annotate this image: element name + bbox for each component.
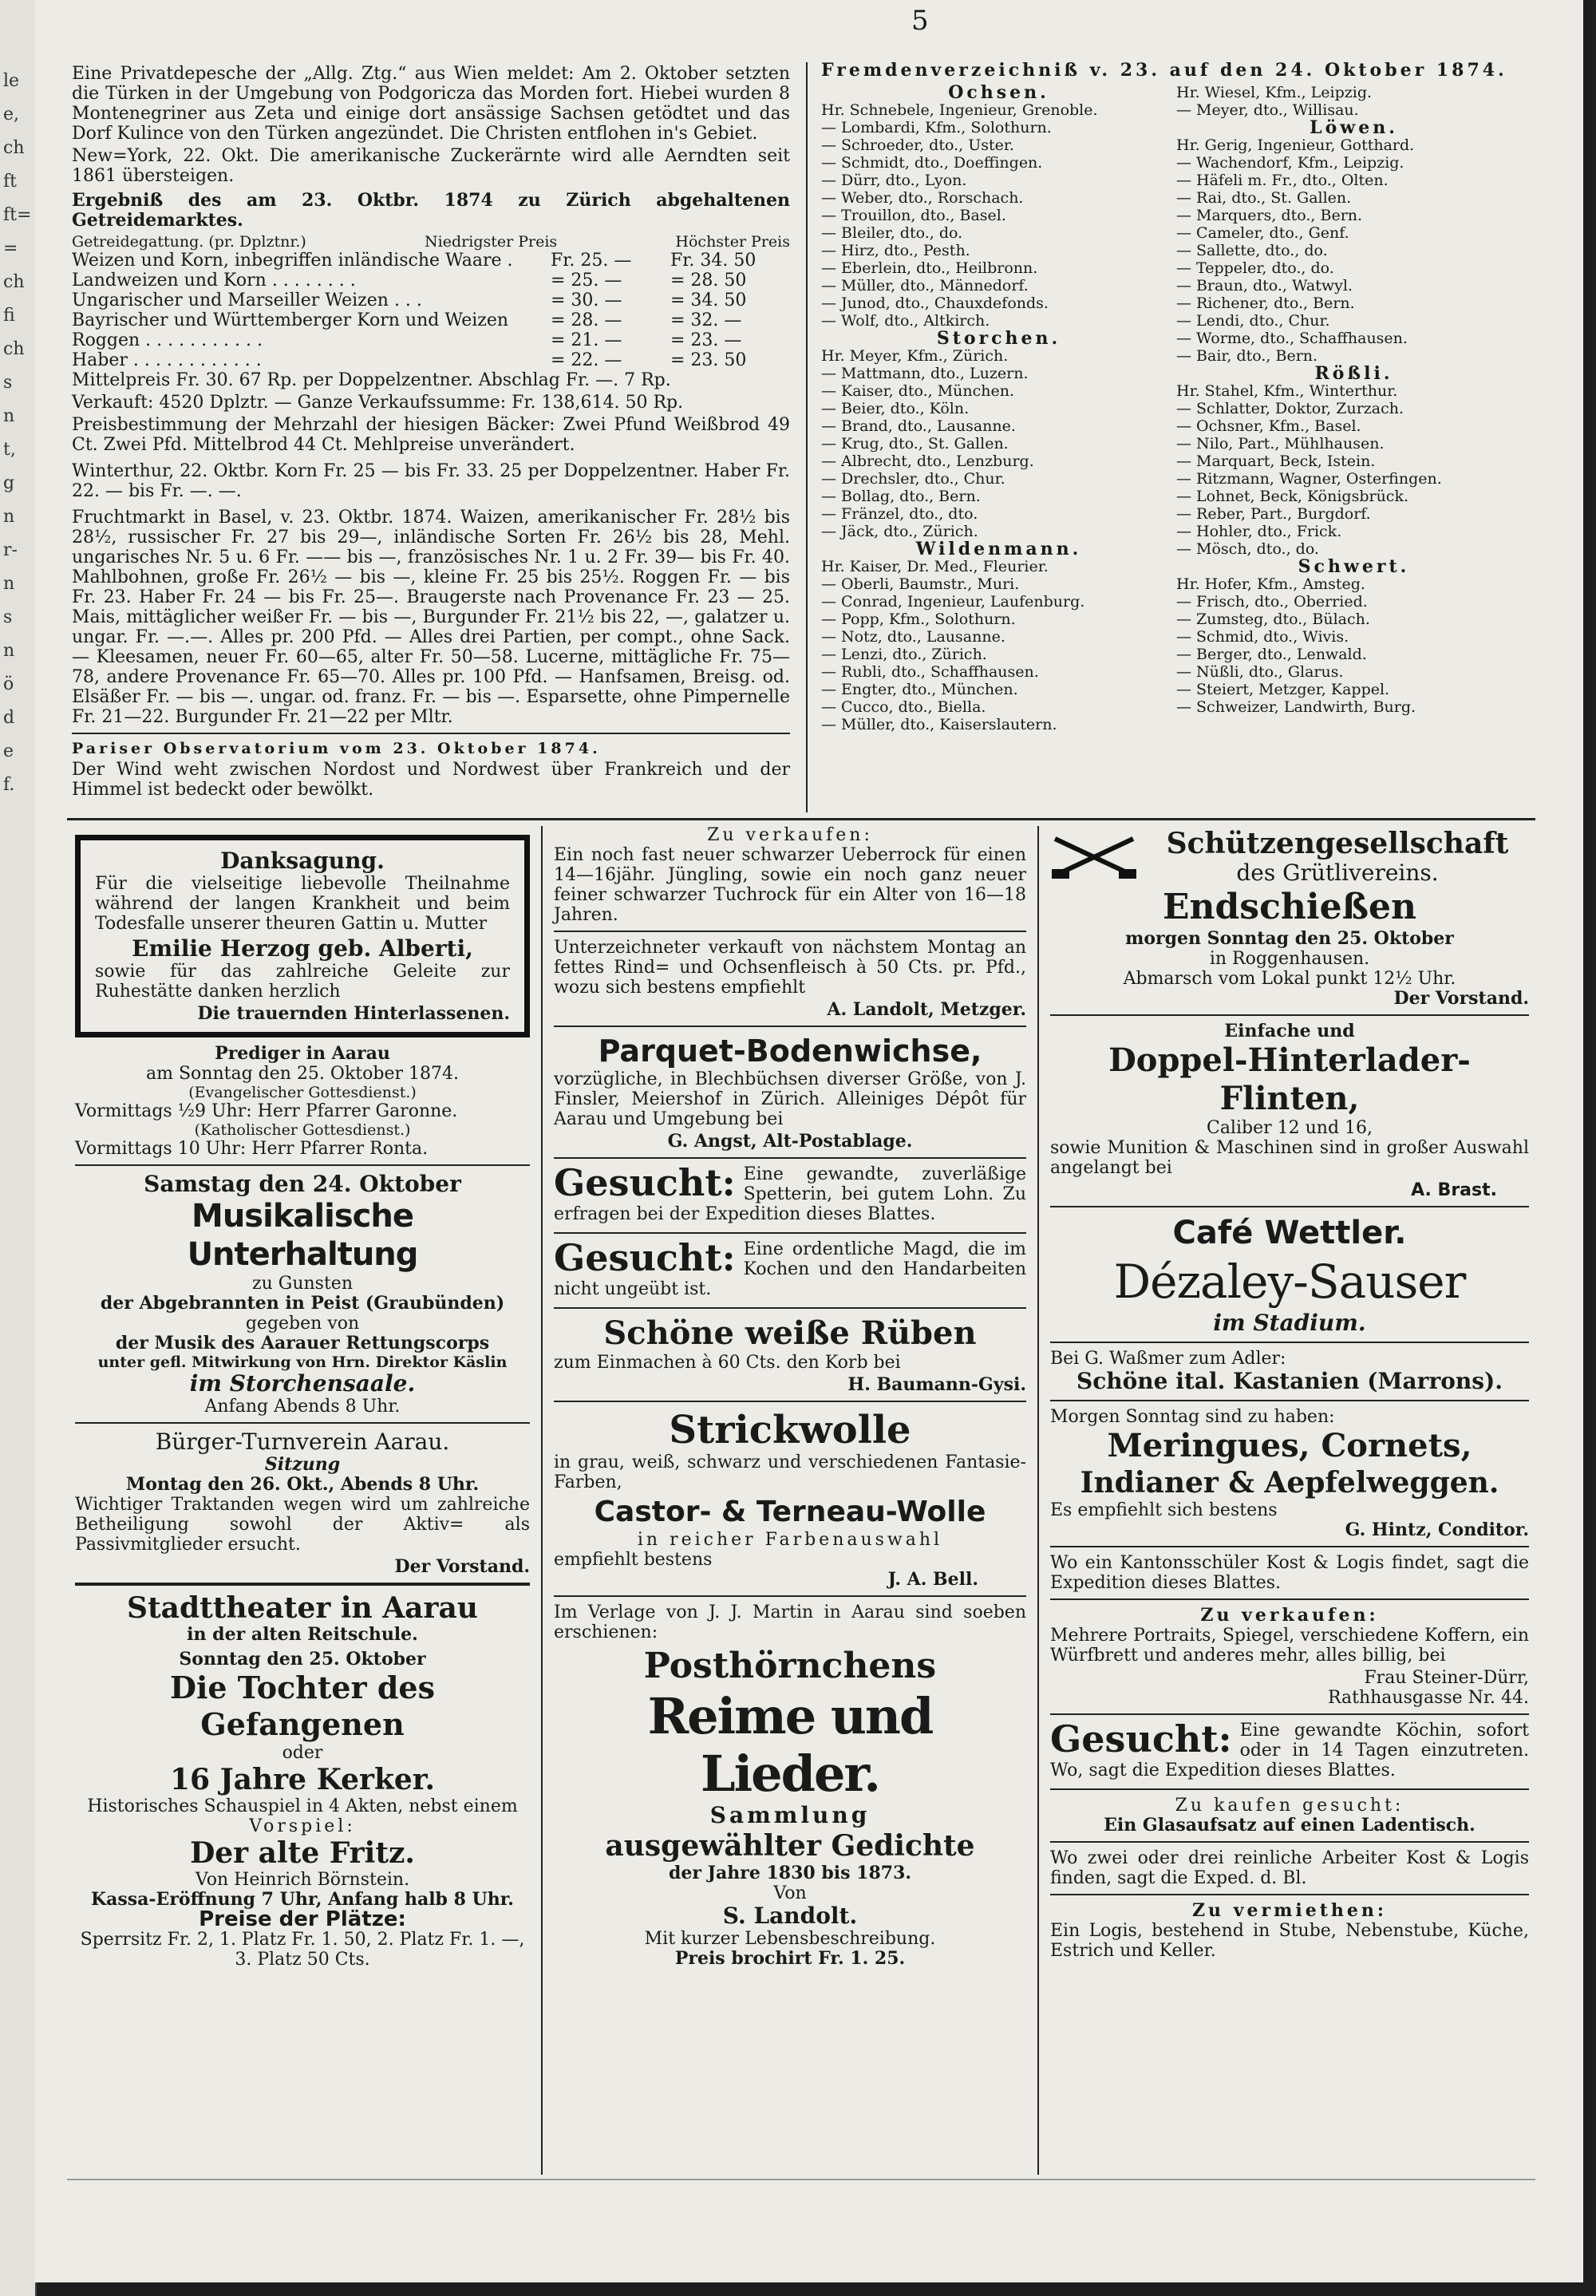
guest-entry: — Jäck, dto., Zürich.	[821, 523, 978, 540]
concert-line: gegeben von	[245, 1314, 360, 1334]
divider	[1050, 1342, 1529, 1343]
market-cell-grain: Haber . . . . . . . . . . . .	[72, 350, 262, 370]
book-sub: Sammlung	[709, 1802, 871, 1828]
market-cell-grain: Ungarischer und Marseiller Weizen . . .	[72, 290, 422, 310]
market-cell-min: = 22. —	[551, 350, 622, 370]
guest-entry: — Müller, dto., Männedorf.	[821, 277, 1029, 294]
strip-fragment: e	[3, 741, 14, 761]
sermon-label: (Evangelischer Gottesdienst.)	[188, 1084, 417, 1101]
divider	[72, 733, 790, 734]
observatory-title: Pariser Observatorium vom 23. Oktober 1874.	[72, 740, 601, 757]
divider	[1050, 1788, 1529, 1790]
guest-entry: — Worme, dto., Schaffhausen.	[1176, 330, 1408, 347]
guest-entry: — Häfeli m. Fr., dto., Olten.	[1176, 172, 1389, 189]
guest-entry: — Lenzi, dto., Zürich.	[821, 646, 987, 663]
wanted-heading: Gesucht:	[554, 1161, 736, 1204]
sauser-place: im Stadium.	[1213, 1310, 1366, 1336]
board-text: Wo ein Kantonsschüler Kost & Logis findet, sagt die Expedition dieses Blattes.	[1050, 1553, 1529, 1593]
section-divider	[67, 818, 1535, 820]
meat-text: Unterzeichneter verkauft von nächstem Montag an fettes Rind= und Ochsenfleisch à 50 Cts. pr. Pfd., wozu sich bestens empfiehlt	[554, 938, 1026, 998]
guest-entry: Hr. Wiesel, Kfm., Leipzig.	[1176, 84, 1373, 101]
page-number: 5	[911, 5, 929, 37]
parquet-title: Parquet-Bodenwichse,	[598, 1033, 982, 1069]
book-sub-2: ausgewählter Gedichte	[605, 1829, 975, 1863]
shooting-club-sub: des Grütlivereins.	[1236, 860, 1439, 886]
divider	[1050, 1014, 1529, 1016]
shooting-event: Endschießen	[1163, 887, 1416, 927]
guest-entry: — Trouillon, dto., Basel.	[821, 207, 1006, 224]
chestnut-pre: Bei G. Waßmer zum Adler:	[1050, 1349, 1286, 1369]
guest-entry: — Müller, dto., Kaiserslautern.	[821, 716, 1057, 733]
turnips-text: zum Einmachen à 60 Cts. den Korb bei	[554, 1353, 901, 1373]
divider	[1050, 1841, 1529, 1843]
observatory-text: Der Wind weht zwischen Nordost und Nordwest über Frankreich und der Himmel ist bedeckt oder bewölkt.	[72, 760, 790, 800]
market-row	[72, 271, 790, 290]
concert-line: der Musik des Aarauer Rettungscorps	[115, 1333, 490, 1353]
theatre-play-2: 16 Jahre Kerker.	[170, 1763, 435, 1796]
guest-entry: — Bleiler, dto., do.	[821, 224, 963, 242]
guest-entry: Hr. Stahel, Kfm., Winterthur.	[1176, 382, 1398, 400]
guest-entry: — Fränzel, dto., dto.	[821, 505, 978, 523]
turnverein-signature: Der Vorstand.	[394, 1556, 530, 1577]
castor-signature: J. A. Bell.	[887, 1569, 978, 1590]
strip-fragment: g	[3, 473, 15, 493]
sermon-title: Prediger in Aarau	[215, 1043, 390, 1064]
market-row	[72, 310, 790, 330]
bottom-rule	[67, 2179, 1535, 2180]
divider	[75, 1583, 530, 1586]
strip-fragment: ch	[3, 138, 25, 158]
cafe-name: Café Wettler.	[1172, 1215, 1407, 1251]
turnverein-sub: Sitzung	[264, 1454, 341, 1475]
guest-entry: — Wolf, dto., Altkirch.	[821, 312, 990, 330]
guest-entry: — Albrecht, dto., Lenzburg.	[821, 452, 1034, 470]
guest-entry: — Schroeder, dto., Uster.	[821, 136, 1014, 154]
castor-text: in reicher Farbenauswahl	[637, 1530, 943, 1550]
market-cell-grain: Bayrischer und Württemberger Korn und Weizen	[72, 310, 509, 330]
divider	[1050, 1546, 1529, 1547]
guest-entry: — Schmid, dto., Wivis.	[1176, 628, 1349, 646]
adjacent-page-strip	[0, 0, 37, 2296]
guest-entry: — Notz, dto., Lausanne.	[821, 628, 1005, 646]
thanks-signature: Die trauernden Hinterlassenen.	[197, 1003, 510, 1024]
news-paragraph: Fruchtmarkt in Basel, v. 23. Oktbr. 1874. Waizen, amerikanischer Fr. 28½ bis 28½, russischer Fr. 27 bis 29—, inländische Sorten Fr. 26½ bis 28, Mehl. ungarisches Nr. 5 u. 6 Fr. —— bis —, französisches Nr. 1 u. 2 Fr. 39— bis Fr. 40. Mahlbohnen, große Fr. 26½ — bis —, kleine Fr. 25 bis 25½. Roggen Fr. — bis Fr. 23. Haber Fr. 24 — bis Fr. 25—. Braugerste nach Provenance Fr. 23 — 25. Mais, mittäglicher weißer Fr. — bis —, Burgunder Fr. 21½ bis 22, —, galatzer u. ungar. Fr. —.—. Alles pr. 200 Pfd. — Alles drei Partien, per compt., ohne Sack. — Kleesamen, neuer Fr. 60—65, alter Fr. 50—58. Lucerne, mittägliche Fr. 75—78, andere Provenance Fr. 65—70. Alles pr. 100 Pfd. — Hanfsamen, Breisg. od. Elsäßer Fr. — bis —. ungar. od. franz. Fr. — bis —. Esparsette, ohne Pimpernelle Fr. 21—22. Burgunder Fr. 21—22 per Mltr.	[72, 508, 790, 727]
thanks-notice	[75, 835, 530, 1037]
theatre-play: Die Tochter des Gefangenen	[170, 1670, 435, 1742]
turnverein-title: Bürger-Turnverein Aarau.	[155, 1429, 450, 1455]
guest-entry: — Brand, dto., Lausanne.	[821, 417, 1016, 435]
market-cell-max: = 23. —	[670, 330, 742, 350]
guest-register	[821, 61, 1531, 733]
guest-entry: — Lendi, dto., Chur.	[1176, 312, 1330, 330]
pastry-signature: G. Hintz, Conditor.	[1345, 1519, 1529, 1540]
guest-entry: — Zumsteg, dto., Bülach.	[1176, 611, 1370, 628]
concert-line: der Abgebrannten in Peist (Graubünden)	[100, 1293, 505, 1314]
rent-head: Zu vermiethen:	[1192, 1900, 1387, 1921]
guest-entry: — Bair, dto., Bern.	[1176, 347, 1318, 365]
shooting-time: Abmarsch vom Lokal punkt 12½ Uhr.	[1123, 969, 1456, 989]
market-header-cell: Niedrigster Preis	[425, 233, 558, 251]
divider	[1050, 1599, 1529, 1600]
guest-entry: — Meyer, dto., Willisau.	[1176, 101, 1359, 119]
market-cell-max: Fr. 34. 50	[670, 251, 757, 271]
guest-register-title: Fremdenverzeichniß v. 23. auf den 24. Oktober 1874.	[821, 60, 1507, 81]
shooting-date: morgen Sonntag den 25. Oktober	[1125, 928, 1454, 949]
divider	[554, 1232, 1026, 1234]
sale-text: Ein noch fast neuer schwarzer Ueberrock für einen 14—16jähr. Jüngling, sowie ein noch ganz neuer feiner schwarzer Tuchrock für ein Alter von 16—18 Jahren.	[554, 845, 1026, 925]
market-cell-max: = 23. 50	[670, 350, 747, 370]
theatre-vorspiel: Vorspiel:	[249, 1816, 356, 1836]
divider	[554, 1307, 1026, 1309]
guest-entry: — Sallette, dto., do.	[1176, 242, 1328, 259]
guest-entry: — Lombardi, Kfm., Solothurn.	[821, 119, 1052, 136]
market-row	[72, 290, 790, 310]
guest-entry: — Oberli, Baumstr., Muri.	[821, 575, 1020, 593]
concert-time: Anfang Abends 8 Uhr.	[204, 1397, 401, 1417]
guest-entry: — Cameler, dto., Genf.	[1176, 224, 1349, 242]
guest-entry: Hr. Meyer, Kfm., Zürich.	[821, 347, 1009, 365]
guest-entry: — Richener, dto., Bern.	[1176, 294, 1355, 312]
guest-entry: — Bollag, dto., Bern.	[821, 488, 981, 505]
guest-list-right	[1176, 84, 1531, 733]
shooting-signature: Der Vorstand.	[1393, 988, 1529, 1009]
guest-entry: — Dürr, dto., Lyon.	[821, 172, 967, 189]
divider	[554, 1025, 1026, 1027]
ads-column-1	[75, 830, 530, 1970]
pastry-text: Es empfiehlt sich bestens	[1050, 1500, 1278, 1520]
wanted-text: Eine gewandte, zuverläßige Spetterin, bei gutem Lohn. Zu erfragen bei der Expedition dieses Blattes.	[554, 1164, 1026, 1224]
concert-line: unter gefl. Mitwirkung von Hrn. Direktor Käslin	[97, 1353, 508, 1371]
guest-entry: — Ritzmann, Wagner, Osterfingen.	[1176, 470, 1442, 488]
theatre-date: Sonntag den 25. Oktober	[179, 1649, 426, 1670]
concert-title: Musikalische Unterhaltung	[187, 1198, 418, 1273]
strip-fragment: ft=	[3, 205, 32, 225]
strip-fragment: n	[3, 641, 15, 661]
divider	[1050, 1206, 1529, 1207]
strip-fragment: t,	[3, 440, 16, 460]
guns-signature: A. Brast.	[1411, 1180, 1497, 1200]
wanted-heading: Gesucht:	[1050, 1717, 1232, 1761]
wanted-text: Eine gewandte Köchin, sofort oder in 14 Tagen einzutreten. Wo, sagt die Expedition dieses Blattes.	[1050, 1721, 1529, 1780]
sermon-label: (Katholischer Gottesdienst.)	[194, 1121, 411, 1139]
news-column	[72, 64, 790, 802]
theatre-title: Stadttheater in Aarau	[127, 1591, 478, 1625]
guest-entry: — Reber, Part., Burgdorf.	[1176, 505, 1371, 523]
pastry-pre: Morgen Sonntag sind zu haben:	[1050, 1407, 1335, 1427]
ads-column-3	[1050, 827, 1529, 1963]
market-note: Verkauft: 4520 Dplztr. — Ganze Verkaufssumme: Fr. 138,614. 50 Rp.	[72, 393, 684, 413]
chestnut-title: Schöne ital. Kastanien (Marrons).	[1077, 1368, 1503, 1394]
guest-entry: — Hohler, dto., Frick.	[1176, 523, 1342, 540]
strip-fragment: fi	[3, 306, 15, 326]
castor-text-2: empfiehlt bestens	[554, 1550, 713, 1570]
concert-line: zu Gunsten	[252, 1274, 353, 1294]
guest-entry: — Nüßli, dto., Glarus.	[1176, 663, 1344, 681]
turnverein-date: Montag den 26. Okt., Abends 8 Uhr.	[125, 1474, 480, 1495]
divider	[1050, 1400, 1529, 1401]
strip-fragment: ft	[3, 172, 17, 192]
guns-line: Einfache und	[1224, 1021, 1355, 1041]
turnips-signature: H. Baumann-Gysi.	[847, 1374, 1026, 1395]
book-von: Von	[773, 1883, 807, 1903]
thanks-name: Emilie Herzog geb. Alberti,	[132, 935, 473, 962]
guest-entry: — Schmidt, dto., Doeffingen.	[821, 154, 1043, 172]
book-note: Mit kurzer Lebensbeschreibung.	[644, 1929, 936, 1949]
market-cell-grain: Roggen . . . . . . . . . . .	[72, 330, 263, 350]
buy-text: Ein Glasaufsatz auf einen Ladentisch.	[1104, 1815, 1476, 1836]
guest-entry: — Berger, dto., Lenwald.	[1176, 646, 1367, 663]
hotel-name: Wildenmann.	[915, 539, 1082, 559]
divider	[75, 1422, 530, 1424]
column-divider	[806, 62, 808, 812]
pastry-title-2: Indianer & Aepfelweggen.	[1080, 1466, 1499, 1500]
guest-entry: — Popp, Kfm., Solothurn.	[821, 611, 1016, 628]
guest-entry: — Cucco, dto., Biella.	[821, 698, 986, 716]
guest-entry: — Braun, dto., Watwyl.	[1176, 277, 1353, 294]
market-row	[72, 330, 790, 350]
divider	[1050, 1894, 1529, 1895]
sale-text: Mehrere Portraits, Spiegel, verschiedene Koffern, ein Würfbrett und anderes mehr, alles billig, bei	[1050, 1626, 1529, 1666]
sale-signature-2: Rathhausgasse Nr. 44.	[1327, 1688, 1529, 1708]
strip-fragment: e,	[3, 105, 20, 124]
market-cell-min: = 25. —	[551, 271, 622, 290]
market-note: Preisbestimmung der Mehrzahl der hiesigen Bäcker: Zwei Pfund Weißbrod 49 Ct. Zwei Pfd. Mittelbrod 44 Ct. Mehlpreise unverändert.	[72, 415, 790, 455]
market-cell-min: Fr. 25. —	[551, 251, 632, 271]
book-title: Posthörnchens	[643, 1646, 937, 1686]
guest-entry: — Conrad, Ingenieur, Laufenburg.	[821, 593, 1085, 611]
guest-entry: — Rubli, dto., Schaffhausen.	[821, 663, 1039, 681]
meat-signature: A. Landolt, Metzger.	[827, 999, 1026, 1020]
wanted-heading: Gesucht:	[554, 1236, 736, 1279]
market-header-cell: Getreidegattung. (pr. Dplztnr.)	[72, 233, 306, 251]
guest-entry: Hr. Schnebele, Ingenieur, Grenoble.	[821, 101, 1098, 119]
market-title: Ergebniß des am 23. Oktbr. 1874 zu Zürich abgehaltenen Getreidemarktes.	[72, 190, 790, 231]
strip-fragment: n	[3, 507, 15, 527]
guest-entry: — Junod, dto., Chauxdefonds.	[821, 294, 1049, 312]
guest-entry: — Hirz, dto., Pesth.	[821, 242, 970, 259]
guest-entry: — Weber, dto., Rorschach.	[821, 189, 1024, 207]
strip-fragment: =	[3, 239, 18, 259]
newspaper-page	[35, 0, 1583, 2282]
strip-fragment: n	[3, 406, 15, 426]
theatre-desc: Historisches Schauspiel in 4 Akten, nebst einem	[87, 1796, 518, 1816]
guest-entry: — Mattmann, dto., Luzern.	[821, 365, 1029, 382]
parquet-text: vorzügliche, in Blechbüchsen diverser Größe, von J. Finsler, Meiershof in Zürich. Alleiniges Dépôt für Aarau und Umgebung bei	[554, 1069, 1026, 1129]
crossed-rifles-icon	[1050, 832, 1138, 880]
news-paragraph: Eine Privatdepesche der „Allg. Ztg.“ aus Wien meldet: Am 2. Oktober setzten die Türken in der Umgebung von Podgoricza das Morden fort. Hiebei wurden 8 Montenegriner aus Zeta und einige dort ansässige Sachsen getödtet und das Dorf Kulince von den Türken angezündet. Die Christen entflohen in's Gebiet.	[72, 64, 790, 144]
strip-fragment: s	[3, 373, 13, 393]
strip-fragment: r-	[3, 540, 18, 560]
theatre-author: Von Heinrich Börnstein.	[195, 1870, 410, 1890]
rent-text: Ein Logis, bestehend in Stube, Nebenstube, Küche, Estrich und Keller.	[1050, 1921, 1529, 1961]
guns-title: Doppel-Hinterlader-Flinten,	[1108, 1041, 1471, 1117]
guest-list-left	[821, 84, 1176, 733]
market-note: Mittelpreis Fr. 30. 67 Rp. per Doppelzentner. Abschlag Fr. —. 7 Rp.	[72, 370, 671, 390]
market-cell-min: = 21. —	[551, 330, 622, 350]
theatre-oder: oder	[282, 1743, 323, 1763]
hotel-name: Rößli.	[1314, 363, 1393, 384]
guest-entry: — Steiert, Metzger, Kappel.	[1176, 681, 1390, 698]
shooting-place: in Roggenhausen.	[1209, 949, 1370, 969]
parquet-signature: G. Angst, Alt-Postablage.	[667, 1131, 913, 1152]
guest-entry: — Schlatter, Doktor, Zurzach.	[1176, 400, 1404, 417]
sermon-date: am Sonntag den 25. Oktober 1874.	[146, 1064, 459, 1084]
workers-text: Wo zwei oder drei reinliche Arbeiter Kost & Logis finden, sagt die Exped. d. Bl.	[1050, 1848, 1529, 1888]
strip-fragment: n	[3, 574, 15, 594]
guest-entry: — Marquers, dto., Bern.	[1176, 207, 1363, 224]
market-row	[72, 350, 790, 370]
theatre-sub: in der alten Reitschule.	[187, 1624, 418, 1645]
strip-fragment: le	[3, 71, 20, 91]
column-divider	[1037, 826, 1039, 2175]
turnverein-text: Wichtiger Traktanden wegen wird um zahlreiche Betheiligung sowohl der Aktiv= als Passivmitglieder ersucht.	[75, 1495, 530, 1555]
news-paragraph: Winterthur, 22. Oktbr. Korn Fr. 25 — bis Fr. 33. 25 per Doppelzentner. Haber Fr. 22. — bis Fr. —. —.	[72, 461, 790, 501]
guest-entry: — Wachendorf, Kfm., Leipzig.	[1176, 154, 1404, 172]
market-cell-grain: Landweizen und Korn . . . . . . . .	[72, 271, 356, 290]
guest-entry: — Teppeler, dto., do.	[1176, 259, 1334, 277]
strip-fragment: s	[3, 607, 13, 627]
book-title-2: Reime und Lieder.	[647, 1687, 933, 1803]
guns-line: Caliber 12 und 16,	[1206, 1118, 1373, 1138]
strip-fragment: ch	[3, 339, 25, 359]
book-years: der Jahre 1830 bis 1873.	[668, 1863, 912, 1883]
shooting-club-title: Schützengesellschaft	[1166, 827, 1509, 860]
divider	[554, 1401, 1026, 1402]
market-cell-grain: Weizen und Korn, inbegriffen inländische Waare .	[72, 251, 513, 271]
concert-date: Samstag den 24. Oktober	[144, 1171, 461, 1197]
guest-entry: — Frisch, dto., Oberried.	[1176, 593, 1368, 611]
guns-text: sowie Munition & Maschinen sind in großer Auswahl angelangt bei	[1050, 1138, 1529, 1178]
theatre-time: Kassa-Eröffnung 7 Uhr, Anfang halb 8 Uhr.	[91, 1889, 514, 1910]
ads-column-2	[554, 825, 1026, 1969]
guest-entry: — Krug, dto., St. Gallen.	[821, 435, 1009, 452]
divider	[554, 1595, 1026, 1597]
market-cell-min: = 28. —	[551, 310, 622, 330]
theatre-fritz: Der alte Fritz.	[190, 1836, 415, 1870]
hotel-name: Löwen.	[1310, 117, 1398, 138]
guest-entry: — Marquart, Beck, Istein.	[1176, 452, 1376, 470]
guest-entry: — Nilo, Part., Mühlhausen.	[1176, 435, 1385, 452]
guest-entry: — Schweizer, Landwirth, Burg.	[1176, 698, 1416, 716]
wool-title: Strickwolle	[669, 1408, 911, 1452]
guest-entry: — Rai, dto., St. Gallen.	[1176, 189, 1352, 207]
market-cell-min: = 30. —	[551, 290, 622, 310]
market-cell-max: = 34. 50	[670, 290, 747, 310]
guest-entry: — Drechsler, dto., Chur.	[821, 470, 1005, 488]
publisher-text: Im Verlage von J. J. Martin in Aarau sind soeben erschienen:	[554, 1602, 1026, 1642]
strip-fragment: f.	[3, 775, 15, 795]
sauser-title: Dézaley-Sauser	[1113, 1255, 1466, 1309]
turnips-title: Schöne weiße Rüben	[603, 1314, 977, 1352]
theatre-prices-head: Preise der Plätze:	[199, 1907, 406, 1931]
strip-fragment: ch	[3, 272, 25, 292]
guest-entry: — Mösch, dto., do.	[1176, 540, 1319, 558]
buy-head: Zu kaufen gesucht:	[1175, 1796, 1404, 1816]
thanks-text: sowie für das zahlreiche Geleite zur Ruhestätte danken herzlich	[95, 962, 510, 1002]
sermon-line: Vormittags 10 Uhr: Herr Pfarrer Ronta.	[75, 1139, 429, 1159]
divider	[554, 931, 1026, 932]
thanks-title: Danksagung.	[220, 848, 385, 874]
market-header	[72, 233, 790, 251]
thanks-text: Für die vielseitige liebevolle Theilnahme während der langen Krankheit und beim Todesfalle unserer theuren Gattin u. Mutter	[95, 874, 510, 934]
castor-title: Castor- & Terneau-Wolle	[594, 1496, 986, 1528]
guest-entry: — Beier, dto., Köln.	[821, 400, 970, 417]
wanted-text: Eine ordentliche Magd, die im Kochen und den Handarbeiten nicht ungeübt ist.	[554, 1239, 1026, 1299]
guest-entry: Hr. Gerig, Ingenieur, Gotthard.	[1176, 136, 1415, 154]
news-paragraph: New=York, 22. Okt. Die amerikanische Zuckerärnte wird alle Aerndten seit 1861 übersteigen.	[72, 146, 790, 186]
sale-signature: Frau Steiner-Dürr,	[1364, 1668, 1529, 1688]
wool-text: in grau, weiß, schwarz und verschiedenen Fantasie-Farben,	[554, 1452, 1026, 1492]
divider	[75, 1164, 530, 1166]
guest-entry: Hr. Hofer, Kfm., Amsteg.	[1176, 575, 1365, 593]
hotel-name: Ochsen.	[948, 82, 1049, 103]
sermon-line: Vormittags ½9 Uhr: Herr Pfarrer Garonne.	[75, 1101, 458, 1121]
hotel-name: Schwert.	[1298, 556, 1410, 577]
guest-entry: — Kaiser, dto., München.	[821, 382, 1015, 400]
book-price: Preis brochirt Fr. 1. 25.	[674, 1948, 906, 1969]
market-table	[72, 251, 790, 370]
market-cell-max: = 28. 50	[670, 271, 747, 290]
market-header-cell: Höchster Preis	[675, 233, 790, 251]
market-cell-max: = 32. —	[670, 310, 742, 330]
divider	[554, 1157, 1026, 1159]
pastry-title: Meringues, Cornets,	[1107, 1427, 1472, 1464]
concert-venue: im Storchensaale.	[189, 1370, 416, 1397]
book-author: S. Landolt.	[722, 1903, 858, 1929]
guest-entry: — Ochsner, Kfm., Basel.	[1176, 417, 1361, 435]
column-divider	[541, 826, 543, 2175]
hotel-name: Storchen.	[936, 328, 1061, 349]
market-row	[72, 251, 790, 271]
guest-entry: Hr. Kaiser, Dr. Med., Fleurier.	[821, 558, 1049, 575]
divider	[1050, 1713, 1529, 1715]
guest-entry: — Eberlein, dto., Heilbronn.	[821, 259, 1038, 277]
strip-fragment: d	[3, 708, 15, 728]
guest-entry: — Engter, dto., München.	[821, 681, 1018, 698]
strip-fragment: ö	[3, 674, 14, 694]
theatre-prices: Sperrsitz Fr. 2, 1. Platz Fr. 1. 50, 2. Platz Fr. 1. —, 3. Platz 50 Cts.	[80, 1930, 525, 1970]
sale-head: Zu verkaufen:	[707, 825, 873, 845]
guest-entry: — Lohnet, Beck, Königsbrück.	[1176, 488, 1408, 505]
sale-head: Zu verkaufen:	[1200, 1605, 1379, 1626]
